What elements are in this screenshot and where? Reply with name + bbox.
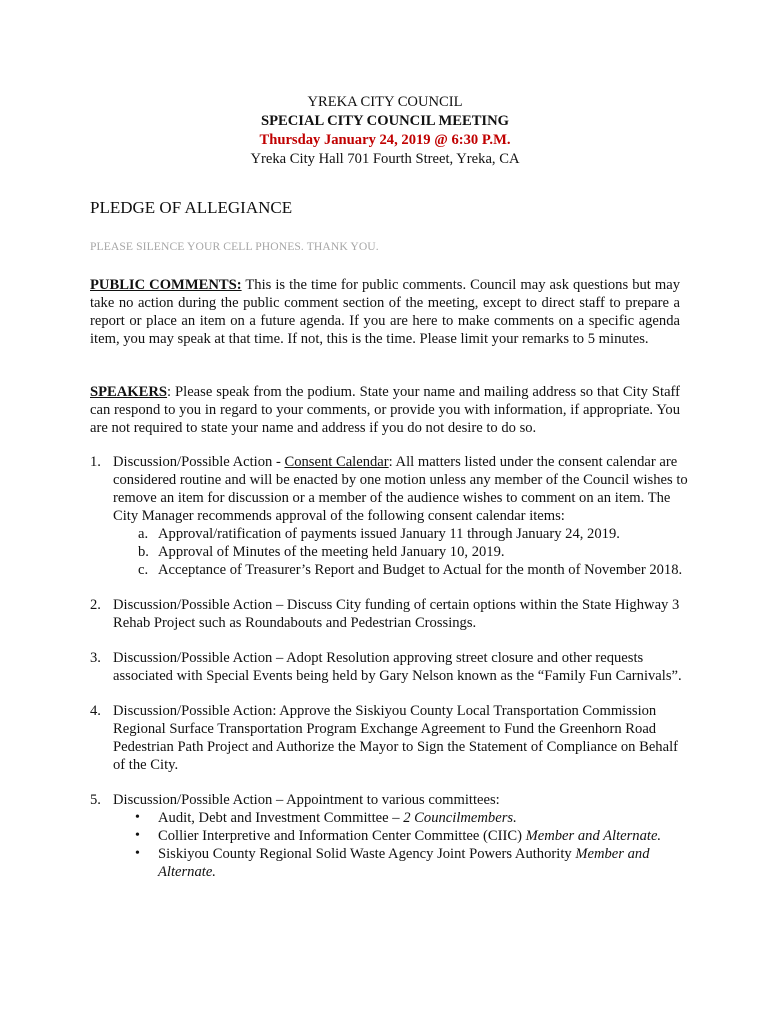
agenda-item-1: [90, 453, 690, 579]
item-text: Discussion/Possible Action: Approve the Siskiyou County Local Transportation Commission Regional Surface Transportation Program Exchange Agreement to Fund the Greenhorn Road Pedestrian Path Project and Authorize the Mayor to Sign the Statement of Compliance on Behalf of the City.: [113, 703, 678, 773]
sub-item-c: [113, 561, 690, 579]
consent-calendar-link[interactable]: Consent Calendar: [284, 454, 389, 470]
speakers-section: [90, 383, 680, 437]
pledge-heading: PLEDGE OF ALLEGIANCE: [90, 198, 293, 217]
item-text: Discussion/Possible Action – Adopt Resolution approving street closure and other requests associated with Special Events being held by Gary Nelson known as the “Family Fun Carnivals”.: [113, 650, 682, 684]
item-number: 3.: [90, 650, 101, 666]
agenda-items: [90, 453, 690, 881]
committee-item: [113, 845, 690, 881]
committee-item: [113, 827, 690, 845]
public-comments-label: PUBLIC COMMENTS:: [90, 277, 242, 293]
meeting-title: SPECIAL CITY COUNCIL MEETING: [260, 113, 509, 129]
sub-item-text: Approval of Minutes of the meeting held January 10, 2019.: [158, 544, 505, 560]
committee-list: [113, 809, 690, 881]
bullet-icon: •: [135, 828, 140, 843]
sub-item-letter: a.: [138, 526, 149, 542]
committee-name: Siskiyou County Regional Solid Waste Agency Joint Powers Authority: [158, 846, 576, 862]
meeting-location: Yreka City Hall 701 Fourth Street, Yreka, CA: [250, 151, 520, 167]
agenda-header: [0, 93, 770, 169]
council-name: YREKA CITY COUNCIL: [307, 94, 463, 110]
agenda-item-2: [90, 596, 690, 632]
sub-item-letter: c.: [138, 562, 149, 578]
silence-notice: PLEASE SILENCE YOUR CELL PHONES. THANK YOU.: [90, 240, 379, 253]
committee-item: [113, 809, 690, 827]
item-number: 4.: [90, 703, 101, 719]
speakers-label: SPEAKERS: [90, 384, 168, 400]
item-prefix: Discussion/Possible Action -: [113, 454, 285, 470]
item-number: 5.: [90, 792, 101, 808]
committee-name: Collier Interpretive and Information Center Committee (CIIC): [158, 828, 526, 844]
committee-role: 2 Councilmembers.: [403, 810, 517, 826]
sub-item-text: Acceptance of Treasurer’s Report and Budget to Actual for the month of November 2018.: [158, 562, 683, 578]
agenda-item-4: [90, 702, 690, 774]
agenda-item-5: [90, 791, 690, 881]
consent-sub-items: [113, 525, 690, 579]
meeting-datetime: Thursday January 24, 2019 @ 6:30 P.M.: [259, 132, 511, 148]
sub-item-letter: b.: [138, 544, 149, 560]
bullet-icon: •: [135, 846, 140, 861]
item-number: 1.: [90, 454, 101, 470]
sub-item-b: [113, 543, 690, 561]
item-text: : All matters listed under the consent calendar are considered routine and will be enacted by one motion unless any member of the Council wishes to remove an item for discussion or a member of the audience wishes to comment on an item. The City Manager recommends approval of the following consent calendar items:: [113, 454, 688, 524]
public-comments-text: This is the time for public comments. Council may ask questions but may take no action during the public comment section of the meeting, except to direct staff to prepare a report or place an item on a future agenda. If you are here to make comments on a specific agenda item, you may speak at that time. If not, this is the time. Please limit your remarks to 5 minutes.: [90, 277, 680, 347]
committee-name: Audit, Debt and Investment Committee –: [158, 810, 404, 826]
item-text: Discussion/Possible Action – Discuss City funding of certain options within the State Highway 3 Rehab Project such as Roundabouts and Pedestrian Crossings.: [113, 597, 680, 631]
item-number: 2.: [90, 597, 101, 613]
sub-item-a: [113, 525, 690, 543]
committee-role: Member and Alternate.: [158, 846, 650, 880]
public-comments-section: [90, 276, 680, 348]
item-text: Discussion/Possible Action – Appointment to various committees:: [113, 792, 500, 808]
bullet-icon: •: [135, 810, 140, 825]
committee-role: Member and Alternate.: [525, 828, 662, 844]
sub-item-text: Approval/ratification of payments issued January 11 through January 24, 2019.: [158, 526, 620, 542]
speakers-text: : Please speak from the podium. State your name and mailing address so that City Staff can respond to you in regard to your comments, or provide you with information, if appropriate. You are not required to state your name and address if you do not desire to do so.: [90, 384, 680, 436]
agenda-item-3: [90, 649, 690, 685]
